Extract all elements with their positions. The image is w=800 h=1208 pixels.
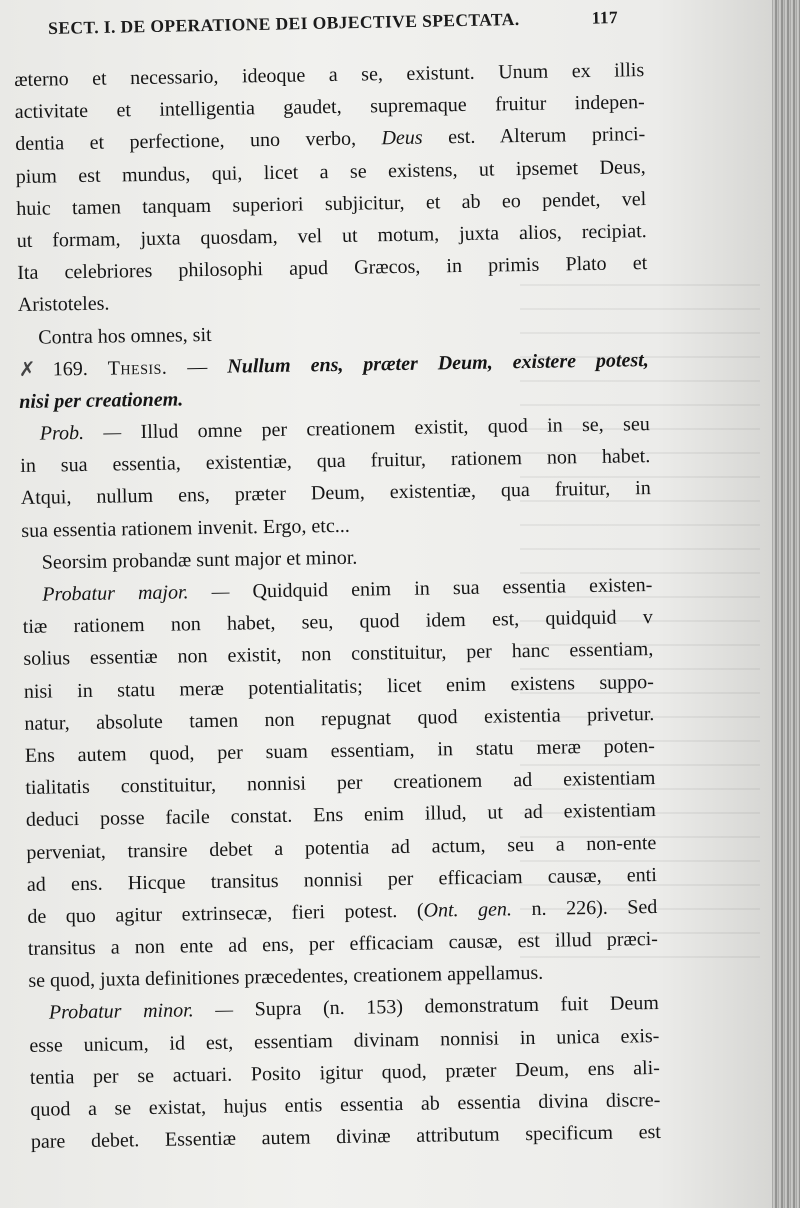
thesis-label: Thesis. (107, 356, 168, 380)
italic-word-deus: Deus (381, 126, 423, 150)
text-line: æterno et necessario, ideoque a se, existunt. Unum ex illis (14, 59, 645, 91)
text-line: Ita celebriores philosophi apud Græcos, in primis Plato et (17, 252, 648, 285)
prob-label: Prob. — (39, 421, 122, 445)
text-line: Contra hos omnes, sit (38, 323, 212, 349)
text-line: perveniat, transire debet a potentia ad actum, seu a non-ente (26, 831, 657, 864)
text-line: natur, absolute tamen non repugnat quod existentia privetur. (24, 702, 655, 735)
text-line: ut formam, juxta quosdam, vel ut motum, juxta alios, recipiat. (16, 220, 647, 252)
margin-pencil-mark: ✗ (18, 358, 36, 381)
text-span: Illud omne per creationem existit, quod in se, seu (140, 413, 650, 444)
text-line: tialitatis constituitur, nonnisi per creationem ad existentiam (25, 767, 656, 800)
text-line: Aristoteles. (17, 292, 110, 317)
text-line: tiæ rationem non habet, seu, quod idem est, quidquid v (22, 606, 653, 639)
text-line: sua essentia rationem invenit. Ergo, etc... (21, 514, 350, 542)
text-line: quod a se existat, hujus entis essentia ab essentia divina discre- (30, 1088, 661, 1121)
text-line: nisi in statu meræ potentialitatis; licet enim existens suppo- (23, 670, 654, 703)
thesis-statement: Nullum ens, præter Deum, existere potest, (227, 348, 649, 378)
running-title: SECT. I. DE OPERATIONE DEI OBJECTIVE SPECTATA. (48, 8, 520, 38)
text-line: Seorsim probandæ sunt major et minor. (41, 546, 358, 574)
page-stack-edge (772, 0, 800, 1208)
text-line: solius essentiæ non existit, non constituitur, per hanc essentiam, (23, 638, 654, 671)
text-line: esse unicum, id est, essentiam divinam nonnisi in unica exis- (29, 1024, 660, 1057)
text-line: Atqui, nullum ens, præter Deum, existentiæ, qua fruitur, in (20, 477, 651, 510)
body-text (14, 54, 661, 1158)
em-dash: — (187, 355, 208, 379)
text-span: de quo agitur extrinsecæ, fieri potest. ( (27, 899, 424, 928)
text-line: pium est mundus, qui, licet a se existens, ut ipsemet Deus, (15, 155, 646, 188)
citation-ont-gen: Ont. gen. (423, 898, 513, 922)
text-span: Supra (n. 153) demonstratum fuit Deum (254, 992, 660, 1021)
text-line: ad ens. Hicque transitus nonnisi per efficaciam causæ, enti (26, 863, 657, 896)
page-number: 117 (591, 7, 619, 28)
text-line: tentia per se actuari. Posito igitur quod, præter Deum, ens ali- (29, 1056, 661, 1089)
text-line: se quod, juxta definitiones præcedentes, creationem appellamus. (28, 962, 544, 993)
text-line: huic tamen tanquam superiori subjicitur, et ab eo pendet, vel (16, 187, 647, 220)
probatur-minor-label: Probatur minor. — (48, 999, 234, 1025)
text-line: pare debet. Essentiæ autem divinæ attributum specificum est (30, 1121, 662, 1154)
text-span: dentia et perfectione, uno verbo, (15, 128, 357, 156)
thesis-statement-cont: nisi per creationem. (19, 388, 184, 413)
section-number: 169. (52, 357, 88, 381)
text-span: est. Alterum princi- (447, 123, 646, 149)
text-line: deduci posse facile constat. Ens enim illud, ut ad existentiam (25, 799, 656, 832)
text-line: Ens autem quod, per suam essentiam, in statu meræ poten- (24, 734, 655, 767)
text-line: in sua essentia, existentiæ, qua fruitur, rationem non habet. (20, 445, 651, 478)
text-span: Quidquid enim in sua essentia existen- (252, 574, 653, 603)
text-line: activitate et intelligentia gaudet, supremaque fruitur indepen- (14, 91, 645, 124)
text-span: n. 226). Sed (531, 895, 658, 920)
text-line: transitus a non ente ad ens, per efficaciam causæ, est illud præci- (27, 928, 658, 960)
probatur-major-label: Probatur major. — (42, 580, 230, 606)
running-header (48, 7, 618, 39)
